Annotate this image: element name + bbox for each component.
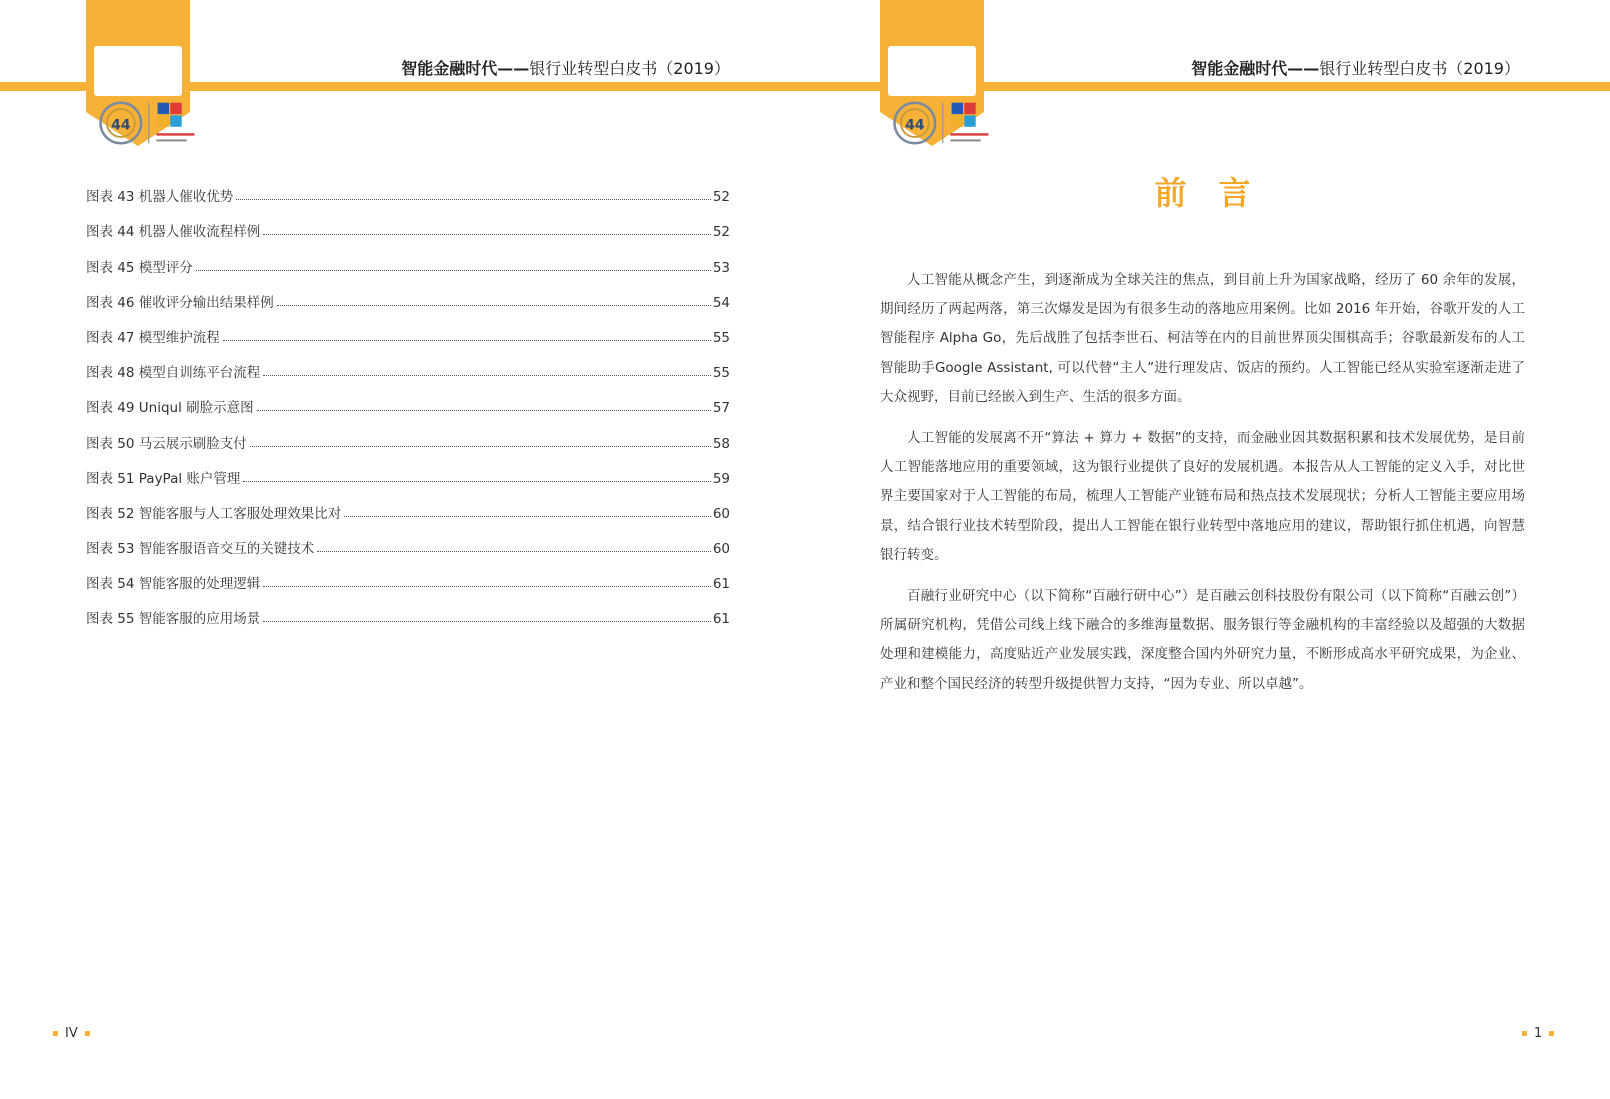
toc-row[interactable] — [86, 240, 730, 275]
toc-leader — [236, 199, 711, 200]
toc-label: 图表 45 模型评分 — [86, 259, 193, 276]
toc-page: 60 — [712, 541, 730, 558]
baironggroup-logo-icon — [892, 50, 974, 134]
toc-label: 图表 49 Uniqul 刷脸示意图 — [86, 400, 254, 417]
toc-page: 60 — [712, 505, 730, 522]
toc-row[interactable] — [86, 416, 730, 451]
preface-paragraph: 百融行业研究中心（以下简称“百融行研中心”）是百融云创科技股份有限公司（以下简称“百融云创”）所属研究机构，凭借公司线上线下融合的多维海量数据、服务银行等金融机构的丰富经验以及超强的大数据处理和建模能力，高度贴近产业发展实践，深度整合国内外研究力量，不断形成高水平研究成果，为企业、产业和整个国民经济的转型升级提供智力支持，“因为专业、所以卓越”。 — [880, 588, 1525, 692]
toc-row[interactable] — [86, 276, 730, 311]
header-title-rest: 银行业转型白皮书（2019） — [1319, 59, 1520, 78]
toc-leader — [196, 270, 711, 271]
toc-row[interactable] — [86, 487, 730, 522]
page-footer — [53, 1026, 90, 1041]
toc-row[interactable] — [86, 311, 730, 346]
footer-square-icon — [1549, 1031, 1554, 1036]
toc-row[interactable] — [86, 381, 730, 416]
header-tab — [86, 0, 190, 146]
footer-square-icon — [53, 1031, 58, 1036]
toc-row[interactable] — [86, 592, 730, 627]
toc-page: 59 — [712, 470, 730, 487]
toc-label: 图表 44 机器人催收流程样例 — [86, 224, 261, 241]
toc-page: 52 — [712, 224, 730, 241]
toc-leader — [223, 340, 711, 341]
toc-row[interactable] — [86, 522, 730, 557]
toc-page: 52 — [712, 189, 730, 206]
footer-square-icon — [1522, 1031, 1527, 1036]
toc-leader — [257, 410, 711, 411]
toc-leader — [277, 305, 711, 306]
header-title — [1191, 56, 1520, 79]
toc-label: 图表 52 智能客服与人工客服处理效果比对 — [86, 505, 342, 522]
toc-page: 61 — [712, 611, 730, 628]
header-tab — [880, 0, 984, 146]
toc-leader — [250, 446, 711, 447]
toc-label: 图表 48 模型自训练平台流程 — [86, 365, 261, 382]
page-number: IV — [65, 1026, 78, 1041]
toc-leader — [243, 481, 710, 482]
toc-label: 图表 55 智能客服的应用场景 — [86, 611, 261, 628]
toc-page: 61 — [712, 576, 730, 593]
figure-list — [86, 170, 730, 627]
toc-leader — [263, 375, 711, 376]
header-title-rest: 银行业转型白皮书（2019） — [529, 59, 730, 78]
preface-paragraph: 人工智能的发展离不开“算法 + 算力 + 数据”的支持，而金融业因其数据积累和技术发展优势，是目前人工智能落地应用的重要领域，这为银行业提供了良好的发展机遇。本报告从人工智能的定义入手，对比世界主要国家对于人工智能的布局，梳理人工智能产业链布局和热点技术发展现状；分析人工智能主要应用场景，结合银行业技术转型阶段，提出人工智能在银行业转型中落地应用的建议，帮助银行抓住机遇，向智慧银行转变。 — [880, 430, 1525, 563]
toc-leader — [263, 586, 711, 587]
header-title-bold: 智能金融时代—— — [401, 59, 530, 78]
preface-body — [880, 266, 1525, 711]
toc-label: 图表 43 机器人催收优势 — [86, 189, 234, 206]
toc-page: 55 — [712, 365, 730, 382]
preface-heading: 前言 — [1154, 174, 1283, 212]
toc-row[interactable] — [86, 452, 730, 487]
header-title-bold: 智能金融时代—— — [1191, 59, 1320, 78]
toc-row[interactable] — [86, 170, 730, 205]
toc-label: 图表 53 智能客服语音交互的关键技术 — [86, 541, 315, 558]
toc-leader — [263, 234, 711, 235]
toc-page: 55 — [712, 329, 730, 346]
page-number: 1 — [1534, 1026, 1543, 1041]
footer-square-icon — [85, 1031, 90, 1036]
baironggroup-logo-icon — [98, 50, 180, 134]
toc-page: 57 — [712, 400, 730, 417]
right-page — [880, 0, 1610, 1099]
svg-text:44: 44 — [905, 117, 925, 134]
preface-paragraph: 人工智能从概念产生，到逐渐成为全球关注的焦点，到目前上升为国家战略，经历了 60 余年的发展，期间经历了两起两落，第三次爆发是因为有很多生动的落地应用案例。比如 2016 年开始，谷歌开发的人工智能程序 Alpha Go，先后战胜了包括李世石、柯洁等在内的目前世界顶尖围棋高手；谷歌最新发布的人工智能助手Google Assistant, 可以代替“主人”进行理发店、饭店的预约。人工智能已经从实验室逐渐走进了大众视野，目前已经嵌入到生产、生活的很多方面。 — [880, 272, 1525, 405]
toc-label: 图表 50 马云展示刷脸支付 — [86, 435, 247, 452]
toc-page: 54 — [712, 294, 730, 311]
toc-label: 图表 51 PayPal 账户管理 — [86, 470, 241, 487]
header-title — [401, 56, 730, 79]
toc-leader — [317, 551, 711, 552]
toc-page: 53 — [712, 259, 730, 276]
toc-label: 图表 47 模型维护流程 — [86, 329, 220, 346]
toc-label: 图表 54 智能客服的处理逻辑 — [86, 576, 261, 593]
toc-leader — [344, 516, 711, 517]
toc-page: 58 — [712, 435, 730, 452]
svg-text:44: 44 — [111, 117, 131, 134]
page-footer — [1522, 1026, 1554, 1041]
toc-row[interactable] — [86, 557, 730, 592]
toc-label: 图表 46 催收评分输出结果样例 — [86, 294, 274, 311]
toc-row[interactable] — [86, 205, 730, 240]
toc-row[interactable] — [86, 346, 730, 381]
toc-leader — [263, 621, 711, 622]
